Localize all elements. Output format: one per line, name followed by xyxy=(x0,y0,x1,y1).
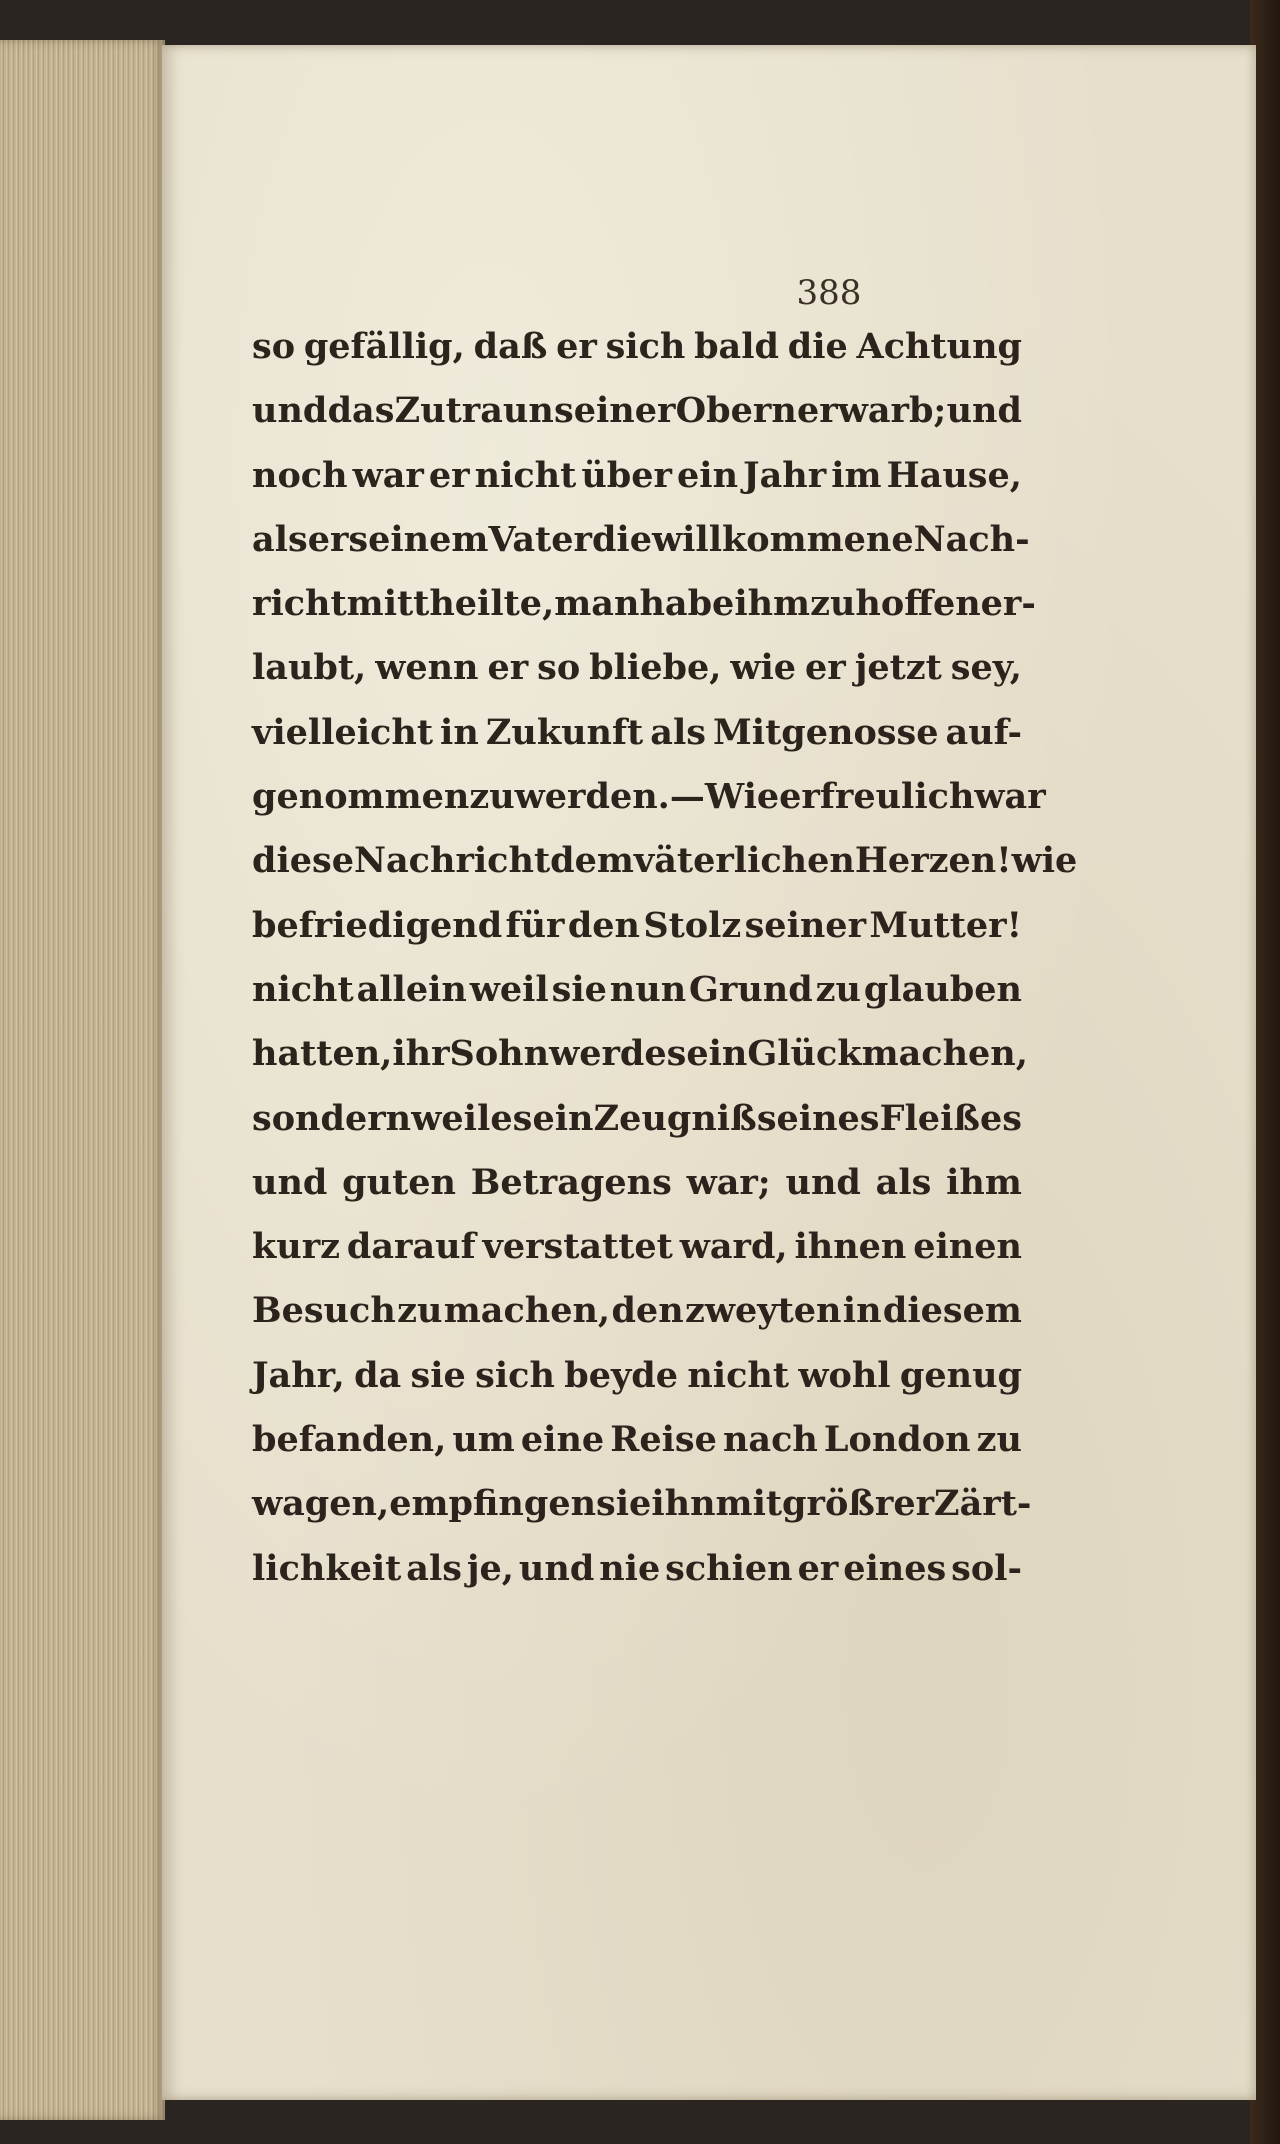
word: Herzen! xyxy=(854,840,1012,882)
word: Jahr, xyxy=(252,1354,345,1396)
word: sich xyxy=(475,1354,555,1396)
word: seines xyxy=(756,1097,880,1139)
text-line xyxy=(252,636,1022,700)
word: richt xyxy=(252,583,347,625)
text-line xyxy=(252,1472,1032,1536)
word: wenn xyxy=(375,647,479,689)
word: nie xyxy=(599,1547,661,1589)
word: diesem xyxy=(882,1290,1022,1332)
word: bliebe, xyxy=(589,647,722,689)
word: Betragens xyxy=(470,1161,672,1203)
text-line xyxy=(252,444,1022,508)
word: ihm xyxy=(946,1161,1022,1203)
word: genommen xyxy=(252,776,470,818)
word: erfreulich xyxy=(779,776,975,818)
word: es xyxy=(490,1097,533,1139)
word: er xyxy=(428,454,470,496)
text-line xyxy=(252,1215,1022,1279)
page-edges xyxy=(0,40,165,2120)
word: zu xyxy=(810,583,856,625)
word: war; xyxy=(686,1161,771,1203)
word: zu xyxy=(469,776,515,818)
word: sol- xyxy=(951,1547,1022,1589)
word: eines xyxy=(843,1547,947,1589)
word: verstattet xyxy=(482,1226,673,1268)
text-line xyxy=(252,1537,1022,1601)
word: man xyxy=(554,583,640,625)
word: befanden, xyxy=(252,1419,447,1461)
word: einen xyxy=(913,1226,1022,1268)
text-line xyxy=(252,572,1036,636)
word: weil xyxy=(469,968,549,1010)
word: mittheilte, xyxy=(346,583,555,625)
word: ward, xyxy=(679,1226,788,1268)
word: Wie xyxy=(704,776,780,818)
word: laubt, xyxy=(252,647,367,689)
word: Sohn xyxy=(449,1033,550,1075)
word: Vater xyxy=(488,518,592,560)
word: diese xyxy=(252,840,355,882)
word: Fleißes xyxy=(879,1097,1022,1139)
word: Hause, xyxy=(886,454,1022,496)
word: eine xyxy=(520,1419,605,1461)
word: zu xyxy=(397,1290,443,1332)
word: Zutraun xyxy=(394,390,554,432)
word: willkommene xyxy=(651,518,914,560)
word: sey, xyxy=(950,647,1022,689)
word: sie xyxy=(596,1483,652,1525)
word: nach xyxy=(722,1419,818,1461)
word: und xyxy=(785,1161,861,1203)
word: sich xyxy=(605,326,686,367)
word: ein xyxy=(532,1097,594,1139)
word: Zeugniß xyxy=(593,1097,757,1139)
word: seinem xyxy=(348,518,489,560)
word: wie xyxy=(730,647,797,689)
text-line xyxy=(252,894,1022,958)
word: — xyxy=(669,776,705,818)
word: darauf xyxy=(346,1226,476,1268)
word: er- xyxy=(980,583,1036,625)
word: genug xyxy=(899,1354,1022,1396)
word: Stolz xyxy=(643,904,742,946)
word: nun xyxy=(609,968,687,1010)
word: er xyxy=(307,518,349,560)
word: ihr xyxy=(392,1033,450,1075)
word: habe xyxy=(639,583,735,625)
word: weil xyxy=(411,1097,491,1139)
word: zweyten xyxy=(684,1290,842,1332)
word: Mitgenosse xyxy=(713,711,939,753)
text-line xyxy=(252,379,1022,443)
text-line xyxy=(252,508,1030,572)
word: und xyxy=(252,1161,328,1203)
word: mit xyxy=(715,1483,783,1525)
word: sie xyxy=(551,968,607,1010)
word: Obern xyxy=(675,390,797,432)
word: in xyxy=(842,1290,882,1332)
word: war xyxy=(352,454,424,496)
word: nicht xyxy=(687,1354,790,1396)
word: machen, xyxy=(443,1290,611,1332)
word: lichkeit xyxy=(252,1547,402,1589)
word: als xyxy=(406,1547,462,1589)
word: den xyxy=(611,1290,684,1332)
word: allein xyxy=(356,968,467,1010)
word: und xyxy=(252,390,328,432)
word: ihn xyxy=(651,1483,716,1525)
word: er xyxy=(805,647,846,689)
word: Glück xyxy=(747,1033,862,1075)
word: schien xyxy=(665,1547,793,1589)
text-line xyxy=(252,829,1078,893)
word: bald xyxy=(694,326,779,367)
word: über xyxy=(581,454,672,496)
word: da xyxy=(354,1354,402,1396)
word: väterlichen xyxy=(633,840,855,882)
text-line xyxy=(252,1022,1028,1086)
word: die xyxy=(591,518,652,560)
page-number: 388 xyxy=(796,273,862,313)
word: seiner xyxy=(554,390,676,432)
word: auf- xyxy=(945,711,1022,753)
word: beyde xyxy=(564,1354,679,1396)
word: er xyxy=(487,647,529,689)
word: wagen, xyxy=(252,1483,390,1525)
word: nicht xyxy=(252,968,354,1010)
word: je, xyxy=(466,1547,514,1589)
word: dem xyxy=(550,840,634,882)
word: empfingen xyxy=(389,1483,597,1525)
word: er xyxy=(556,326,597,367)
text-line xyxy=(252,1408,1022,1472)
word: sein xyxy=(666,1033,748,1075)
word: so xyxy=(537,647,581,689)
word: Nach- xyxy=(913,518,1030,560)
body-text xyxy=(252,315,1078,1601)
word: vielleicht xyxy=(252,711,433,753)
text-line xyxy=(252,958,1022,1022)
word: wohl xyxy=(798,1354,891,1396)
word: zu xyxy=(976,1419,1022,1461)
word: Mutter! xyxy=(869,904,1022,946)
word: daß xyxy=(473,326,548,367)
word: seiner xyxy=(744,904,867,946)
word: Grund xyxy=(689,968,813,1010)
word: noch xyxy=(252,454,348,496)
word: Jahr xyxy=(743,454,827,496)
word: London xyxy=(823,1419,971,1461)
word: jetzt xyxy=(854,647,942,689)
word: Besuch xyxy=(252,1290,396,1332)
word: größrer xyxy=(782,1483,935,1525)
text-line xyxy=(252,1344,1022,1408)
word: als xyxy=(252,518,308,560)
word: nicht xyxy=(474,454,577,496)
word: zu xyxy=(815,968,861,1010)
word: so xyxy=(252,326,296,367)
word: er xyxy=(797,1547,839,1589)
word: kurz xyxy=(252,1226,341,1268)
word: Nachricht xyxy=(354,840,551,882)
word: ein xyxy=(677,454,739,496)
word: Zärt- xyxy=(934,1483,1032,1525)
text-line xyxy=(252,1151,1022,1215)
text-line xyxy=(252,315,1022,379)
word: wie xyxy=(1011,840,1078,882)
word: als xyxy=(650,711,706,753)
word: hatten, xyxy=(252,1033,393,1075)
text-line xyxy=(252,765,1046,829)
word: und xyxy=(518,1547,595,1589)
word: befriedigend xyxy=(252,904,503,946)
word: ihm xyxy=(734,583,811,625)
word: machen, xyxy=(861,1033,1028,1075)
word: glauben xyxy=(863,968,1022,1010)
word: den xyxy=(567,904,640,946)
word: sondern xyxy=(252,1097,412,1139)
word: Achtung xyxy=(856,326,1022,367)
word: werde xyxy=(549,1033,667,1075)
word: ihnen xyxy=(794,1226,907,1268)
text-line xyxy=(252,1087,1022,1151)
word: war xyxy=(974,776,1046,818)
word: das xyxy=(327,390,395,432)
word: werden. xyxy=(514,776,670,818)
word: um xyxy=(452,1419,515,1461)
word: im xyxy=(831,454,882,496)
word: in xyxy=(440,711,479,753)
word: hoffen xyxy=(855,583,981,625)
word: für xyxy=(505,904,565,946)
word: erwarb; xyxy=(797,390,947,432)
word: die xyxy=(787,326,848,367)
text-line xyxy=(252,1279,1022,1343)
word: guten xyxy=(342,1161,456,1203)
word: als xyxy=(875,1161,932,1203)
word: Reise xyxy=(610,1419,717,1461)
word: sie xyxy=(410,1354,466,1396)
word: Zukunft xyxy=(485,711,644,753)
text-line xyxy=(252,701,1022,765)
word: und xyxy=(946,390,1022,432)
word: gefällig, xyxy=(303,326,465,367)
